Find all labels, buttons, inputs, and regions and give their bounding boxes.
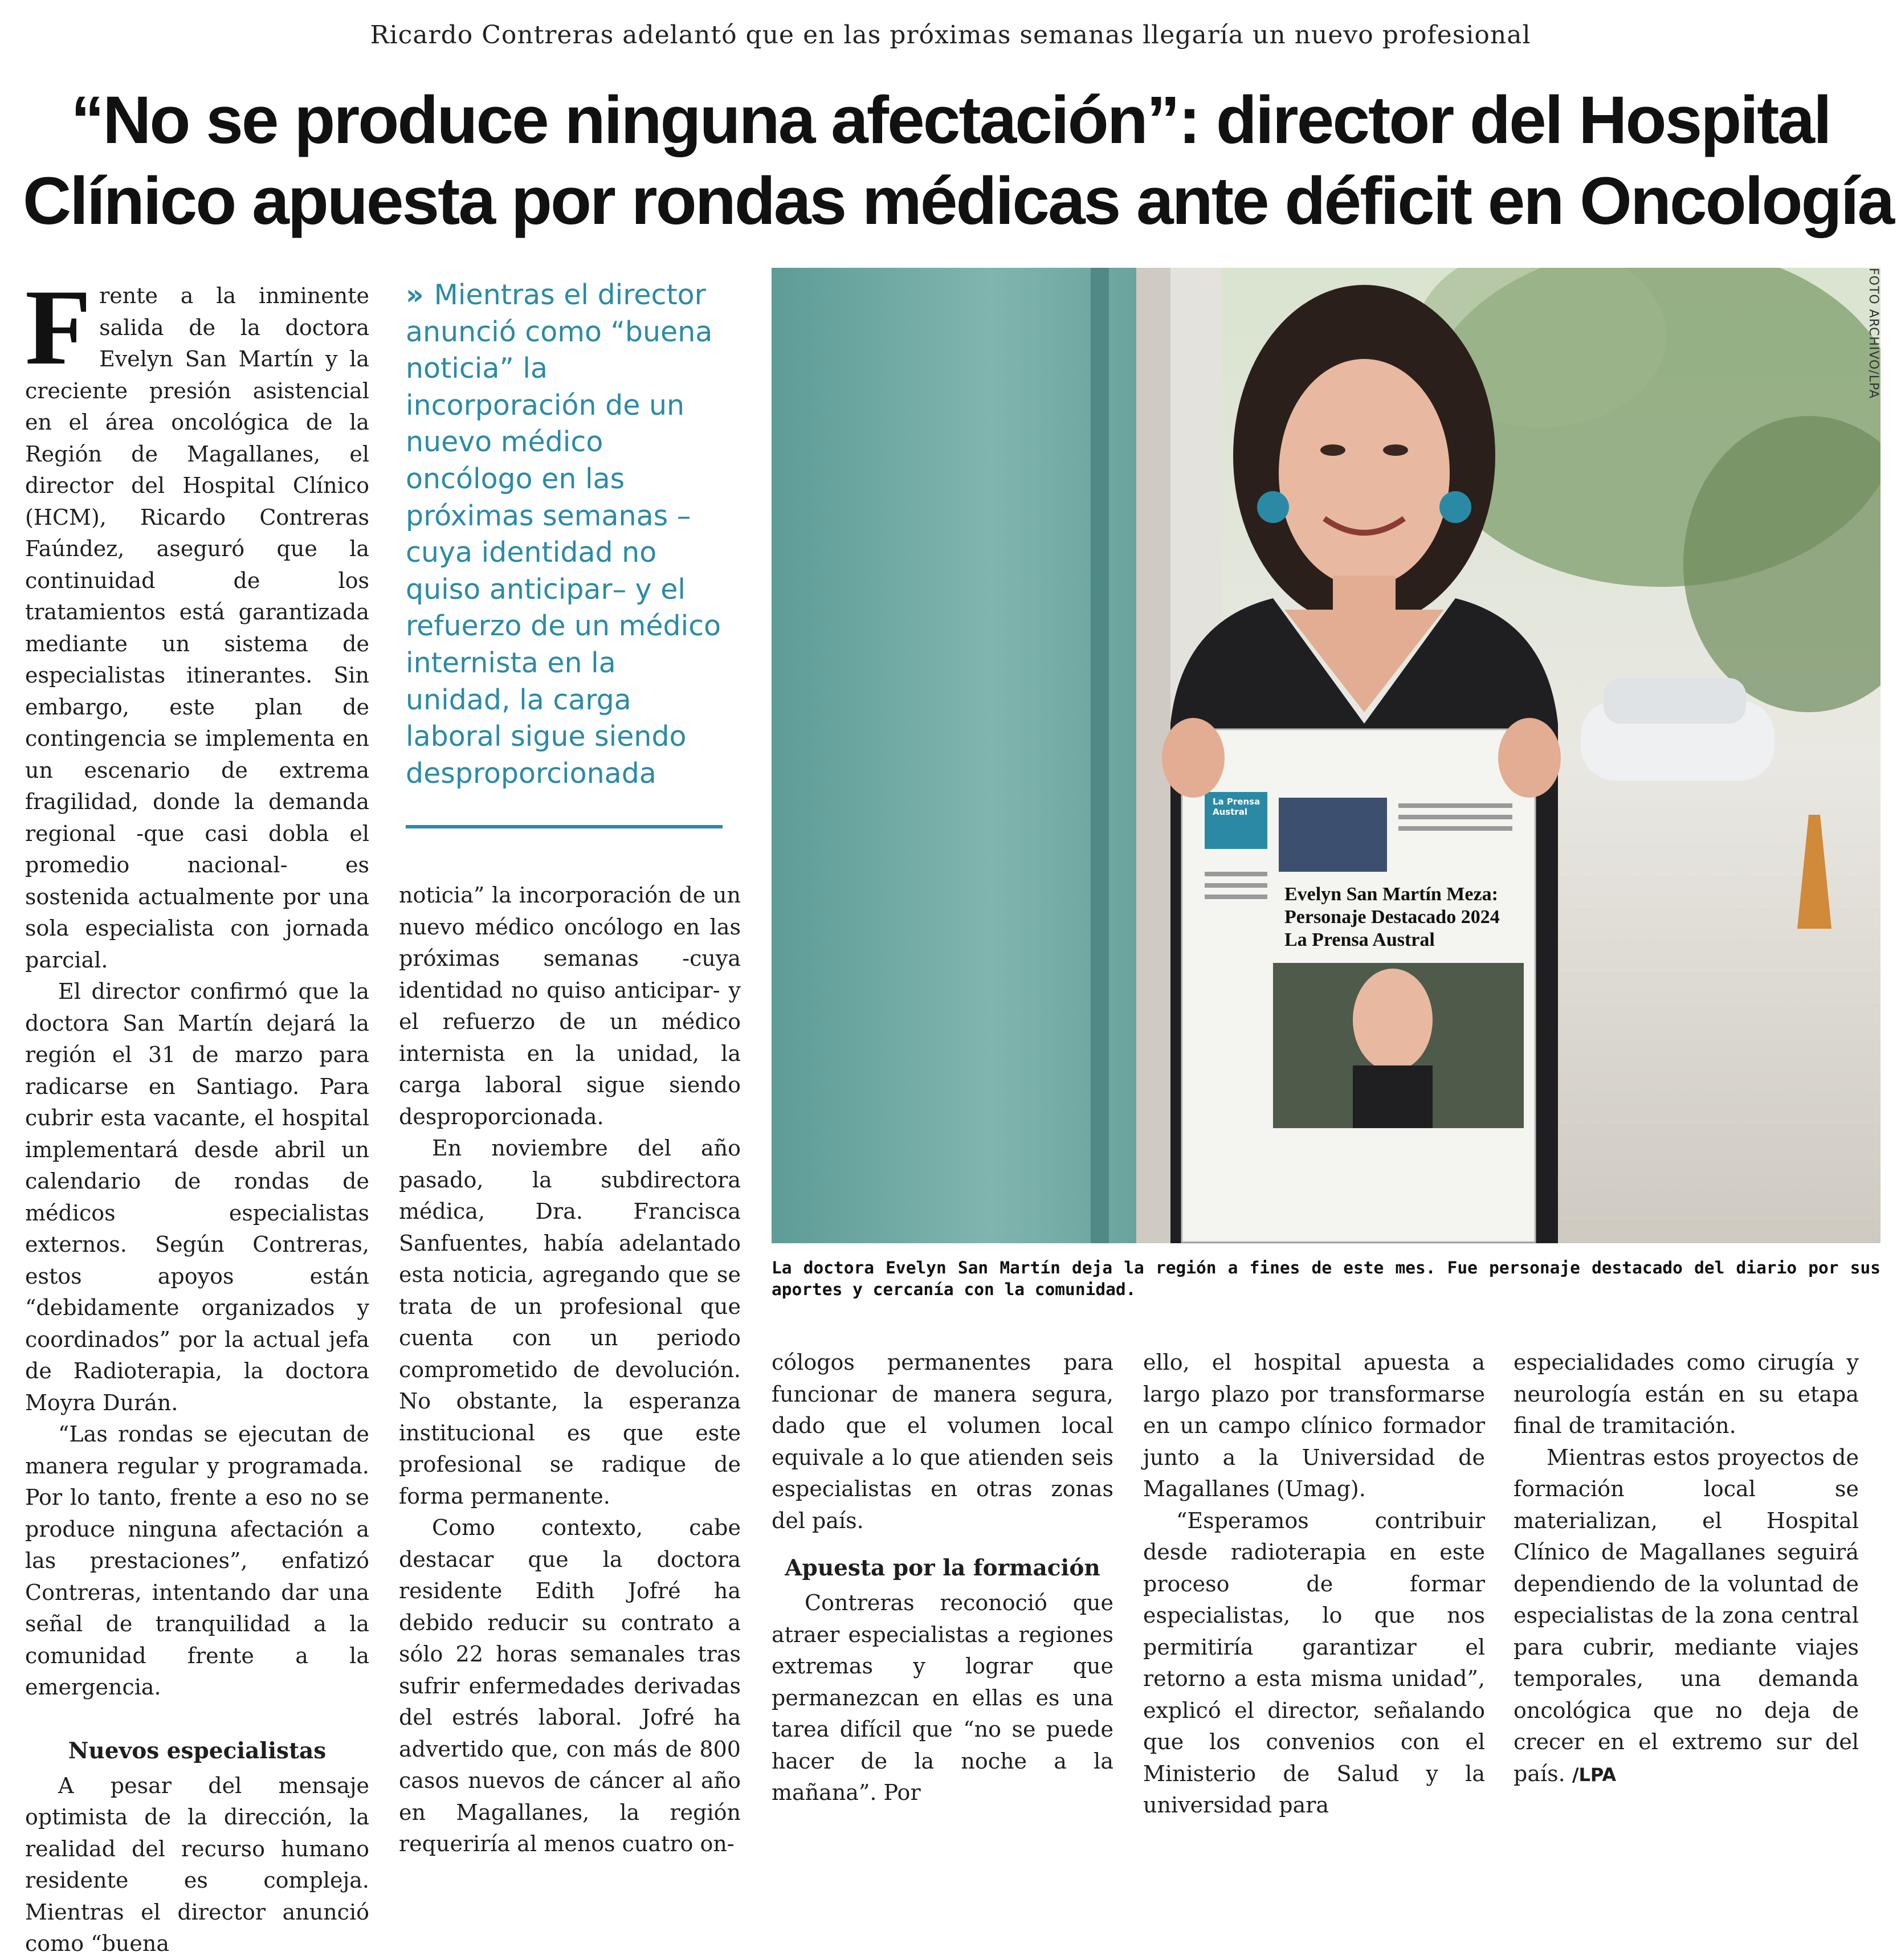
photo-caption: La doctora Evelyn San Martín deja la región a fines de este mes. Fue personaje destacado del diario por sus aportes y cercanía con la comunidad. bbox=[772, 1258, 1880, 1299]
paragraph-text: rente a la inminente salida de la doctora Evelyn San Martín y la creciente presión asistencial en el área oncológica de la Región de Magallanes, el director del Hospital Clínico (HCM), Ricardo Contreras Faúndez, aseguró que la continuidad de los tratamientos está garantizada mediante un sistema de especialistas itinerantes. Sin embargo, este plan de contingencia se implementa en un escenario de extrema fragilidad, donde la demanda regional -que casi dobla el promedio nacional- es sostenida actualmente por una sola especialista con jornada parcial. bbox=[25, 283, 369, 973]
drop-cap: F bbox=[25, 268, 92, 387]
paragraph: especialidades como cirugía y neurología están en su etapa final de tramitación. bbox=[1514, 1350, 1859, 1438]
photo-credit bbox=[1860, 268, 1883, 416]
paragraph: noticia” la incorporación de un nuevo médico oncólogo en las próximas semanas -cuya identidad no quiso anticipar- y el refuerzo de un médico internista en la unidad, la carga laboral sigue siendo desproporcionada. bbox=[399, 883, 741, 1129]
newspaper-headline: Evelyn San Martín Meza: Personaje Destacado 2024 La Prensa Austral bbox=[1284, 884, 1500, 950]
pull-quote bbox=[406, 277, 725, 792]
subheading: Nuevos especialistas bbox=[68, 1737, 327, 1764]
paragraph bbox=[25, 268, 369, 976]
kicker: Ricardo Contreras adelantó que en las próximas semanas llegaría un nuevo profesional bbox=[370, 21, 1531, 50]
paragraph: El director confirmó que la doctora San Martín dejará la región el 31 de marzo para radicarse en Santiago. Para cubrir esta vacante, el hospital implementará desde abril un calendario de rondas de médicos especialistas externos. Según Contreras, estos apoyos están “debidamente organizados y coordinados” por la actual jefa de Radioterapia, la doctora Moyra Durán. bbox=[25, 979, 369, 1415]
paragraph bbox=[1514, 1442, 1859, 1791]
paragraph: cólogos permanentes para funcionar de manera segura, dado que el volumen local equivale a lo que atienden seis especialistas en otras zonas del país. bbox=[772, 1350, 1113, 1533]
article-column-5 bbox=[1514, 1347, 1859, 1791]
newspaper-masthead: La Prensa Austral bbox=[1213, 797, 1260, 817]
paragraph: Contreras reconoció que atraer especialistas a regiones extremas y lograr que permanezcan en ellas es una tarea difícil que “no se puede hacer de la noche a la mañana”. Por bbox=[772, 1590, 1113, 1805]
article-column-3 bbox=[772, 1347, 1113, 1809]
paragraph: A pesar del mensaje optimista de la dirección, la realidad del recurso humano residente es compleja. Mientras el director anunció como “buena bbox=[25, 1773, 369, 1956]
paragraph: “Esperamos contribuir desde radioterapia en este proceso de formar especialistas, lo que nos permitiría garantizar el retorno a esta misma unidad”, explicó el director, señalando que los convenios con el Ministerio de Salud y la universidad para bbox=[1143, 1508, 1485, 1818]
photo-credit-text: FOTO ARCHIVO/LPA bbox=[1866, 268, 1880, 399]
article-column-1 bbox=[25, 268, 369, 1960]
paragraph: En noviembre del año pasado, la subdirectora médica, Dra. Francisca Sanfuentes, había adelantado esta noticia, agregando que se trata de un profesional que cuenta con un periodo comprometido de devolución. No obstante, la esperanza institucional es que este profesional se radique de forma permanente. bbox=[399, 1136, 741, 1509]
paragraph: “Las rondas se ejecutan de manera regular y programada. Por lo tanto, frente a eso no se produce ninguna afectación a las prestaciones”, enfatizó Contreras, intentando dar una señal de tranquilidad a la comunidad frente a la emergencia. bbox=[25, 1422, 369, 1700]
photo-illustration bbox=[772, 268, 1880, 1243]
article-column-4 bbox=[1143, 1347, 1485, 1822]
pull-quote-text: Mientras el director anunció como “buena noticia” la incorporación de un nuevo médico oncólogo en las próximas semanas –cuya identidad no quiso anticipar– y el refuerzo de un médico internista en la unidad, la carga laboral sigue siendo desproporcionada bbox=[406, 279, 721, 790]
paragraph: Como contexto, cabe destacar que la doctora residente Edith Jofré ha debido reducir su contrato a sólo 22 horas semanales tras sufrir enfermedades derivadas del estrés laboral. Jofré ha advertido que, con más de 800 casos nuevos de cáncer al año en Magallanes, la región requeriría al menos cuatro on- bbox=[399, 1515, 741, 1856]
pull-quote-rule bbox=[406, 825, 723, 828]
article-column-2 bbox=[399, 880, 741, 1860]
byline-signature: /LPA bbox=[1572, 1763, 1617, 1786]
double-chevron-icon: » bbox=[406, 279, 424, 311]
headline bbox=[23, 80, 1894, 242]
subheading: Apuesta por la formación bbox=[785, 1555, 1100, 1581]
headline-line-2: Clínico apuesta por rondas médicas ante déficit en Oncología bbox=[23, 164, 1894, 239]
headline-line-1: “No se produce ninguna afectación”: director del Hospital bbox=[71, 83, 1830, 158]
paragraph: ello, el hospital apuesta a largo plazo por transformarse en un campo clínico formador junto a la Universidad de Magallanes (Umag). bbox=[1143, 1350, 1485, 1501]
photo-evelyn-san-martin bbox=[772, 268, 1880, 1243]
paragraph-text: Mientras estos proyectos de formación local se materializan, el Hospital Clínico de Magallanes seguirá dependiendo de la voluntad de especialistas de la zona central para cubrir, mediante viajes temporales, una demanda oncológica que no deja de crecer en el extremo sur del país. bbox=[1514, 1444, 1859, 1786]
